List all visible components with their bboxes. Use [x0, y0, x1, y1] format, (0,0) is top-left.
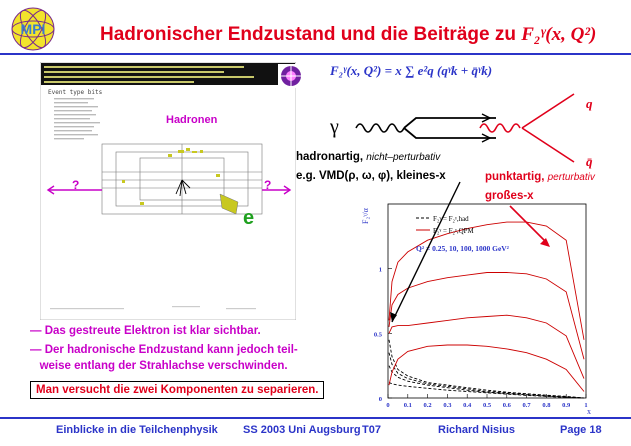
y-tick-label: 1: [378, 266, 382, 274]
event-type-bits-label: Event type bits: [48, 89, 103, 96]
hadronartig-italic: nicht–perturbativ: [366, 152, 441, 163]
slide-title-text: Hadronischer Endzustand und die Beiträge zu: [100, 24, 516, 45]
label-qbar: q̄: [586, 154, 593, 169]
arrow-punktartig-to-chart: [510, 206, 548, 244]
label-electron: e: [243, 207, 255, 229]
gamma-symbol: γ: [330, 116, 339, 138]
y-tick-label: 0: [378, 396, 382, 403]
label-question-right: ?: [264, 178, 272, 192]
footer-page: Page 18: [560, 424, 602, 436]
x-tick-label: 0.3: [443, 402, 452, 409]
hadronartig-line1: hadronartig,: [296, 151, 364, 163]
hadronartig-line2: e.g. VMD(ρ, ω, φ), kleines-x: [296, 170, 446, 182]
arrow-hadronartig-to-chart: [392, 182, 460, 322]
x-tick-label: 0.8: [542, 402, 551, 409]
punktartig-line1: punktartig,: [485, 171, 545, 183]
label-q: q: [586, 96, 593, 111]
legend-had: F₂ᵞ = F₂ᵞ,had: [433, 215, 469, 223]
x-tick-label: 0.1: [403, 402, 412, 409]
footer-code: T07: [362, 424, 381, 436]
x-tick-label: 0.4: [463, 402, 472, 409]
x-tick-label: 0.2: [423, 402, 432, 409]
chart-xlabel: x: [587, 407, 591, 416]
bottom-rule: [0, 417, 631, 419]
footer-semester: SS 2003 Uni Augsburg: [243, 424, 361, 436]
x-tick-label: 0.9: [562, 402, 571, 409]
bullet-2: — Der hadronische Endzustand kann jedoch teil-: [30, 344, 298, 356]
structure-function-formula: F₂ᵞ(x, Q²) = x ∑ e²q (qᵞk + q̄ᵞk): [330, 63, 493, 78]
legend-qpm: F₂ᵞ = F₂ᵞ,QPM: [433, 227, 474, 235]
footer: [0, 420, 631, 442]
x-tick-label: 1: [584, 402, 588, 409]
logo-text: MPI: [20, 21, 46, 37]
boxed-note: Man versucht die zwei Komponenten zu separieren.: [30, 381, 324, 399]
punktartig-italic: perturbativ: [547, 172, 595, 183]
chart-q2-annotation: Q² = 0.25, 10, 100, 1000 GeV²: [416, 244, 509, 253]
footer-author: Richard Nisius: [438, 424, 516, 436]
slide-title-math: F₂ᵞ(x, Q²): [521, 24, 597, 45]
bullet-1: — Das gestreute Elektron ist klar sichtbar.: [30, 325, 261, 337]
y-tick-label: 0.5: [373, 331, 382, 339]
x-tick-label: 0.5: [482, 402, 492, 409]
label-question-left: ?: [72, 178, 80, 192]
footer-course: Einblicke in die Teilchenphysik: [56, 424, 218, 436]
chart-ylabel: F₂ᵞ/α: [361, 208, 370, 224]
bullet-3: weise entlang der Strahlachse verschwinden.: [30, 360, 288, 372]
label-hadronen: Hadronen: [166, 114, 218, 126]
punktartig-line2: großes-x: [485, 190, 534, 202]
x-tick-label: 0: [386, 402, 390, 409]
x-tick-label: 0.6: [502, 402, 511, 409]
x-tick-label: 0.7: [522, 402, 531, 409]
